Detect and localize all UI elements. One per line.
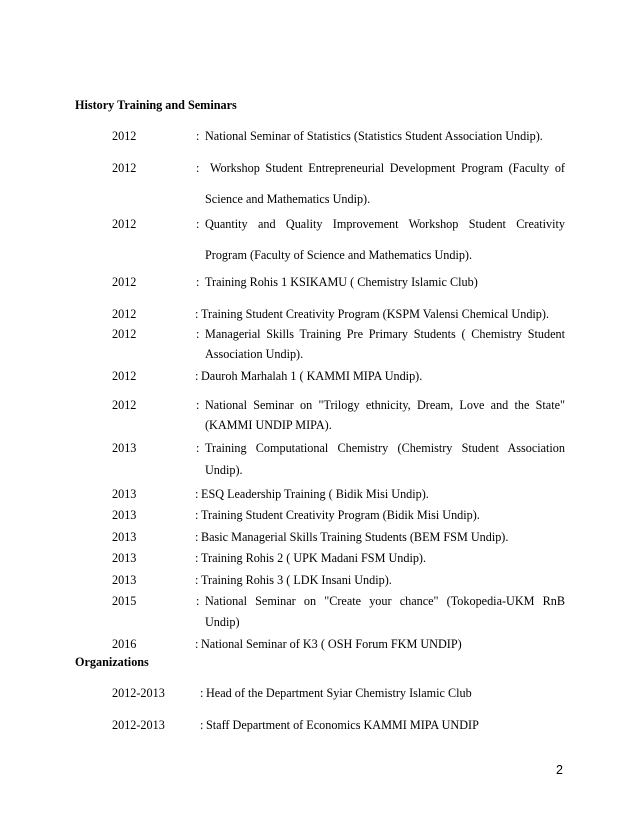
entry-description: ESQ Leadership Training ( Bidik Misi Undip).	[201, 487, 429, 501]
entry-description: Head of the Department Syiar Chemistry Islamic Club	[206, 686, 472, 700]
entry-description: National Seminar on "Trilogy ethnicity, Dream, Love and the State"	[205, 398, 565, 412]
entry-year: 2012-2013	[112, 718, 165, 732]
entry-year: 2013	[112, 573, 137, 587]
entry-separator: :	[196, 327, 200, 341]
entry-separator: :	[195, 530, 199, 544]
entry-separator: :	[196, 161, 200, 175]
entry-separator: :	[195, 369, 199, 383]
entry-description: Training Rohis 3 ( LDK Insani Undip).	[201, 573, 392, 587]
entry-year: 2013	[112, 508, 137, 522]
entry-description: Training Student Creativity Program (KSPM Valensi Chemical Undip).	[201, 307, 550, 321]
entry-separator: :	[196, 129, 200, 143]
entry-year: 2013	[112, 551, 137, 565]
entry-separator: :	[195, 487, 199, 501]
entry-description: National Seminar on "Create your chance" (Tokopedia-UKM RnB	[205, 594, 565, 608]
entry-separator: :	[196, 441, 200, 455]
entry-description-continued: (KAMMI UNDIP MIPA).	[205, 418, 332, 432]
entry-separator: :	[196, 217, 200, 231]
entry-description: Managerial Skills Training Pre Primary Students ( Chemistry Student	[205, 327, 565, 341]
entry-description-continued: Undip)	[205, 615, 240, 629]
entry-separator: :	[200, 718, 204, 732]
entry-year: 2012	[112, 327, 137, 341]
entry-separator: :	[195, 307, 199, 321]
entry-description: Dauroh Marhalah 1 ( KAMMI MIPA Undip).	[201, 369, 423, 383]
entry-separator: :	[196, 275, 200, 289]
entry-year: 2013	[112, 487, 137, 501]
entry-description: Quantity and Quality Improvement Workshop Student Creativity	[205, 217, 565, 231]
entry-separator: :	[195, 573, 199, 587]
entry-year: 2015	[112, 594, 137, 608]
entry-description-continued: Undip).	[205, 463, 243, 477]
entry-year: 2012	[112, 369, 137, 383]
entry-description: National Seminar of K3 ( OSH Forum FKM UNDIP)	[201, 637, 462, 651]
section-heading-organizations: Organizations	[75, 655, 149, 669]
entry-separator: :	[195, 508, 199, 522]
entry-description: National Seminar of Statistics (Statistics Student Association Undip).	[205, 129, 543, 143]
entry-description-continued: Association Undip).	[205, 347, 304, 361]
entry-description: Training Rohis 2 ( UPK Madani FSM Undip).	[201, 551, 427, 565]
entry-description: Basic Managerial Skills Training Students (BEM FSM Undip).	[201, 530, 509, 544]
entry-description-continued: Program (Faculty of Science and Mathematics Undip).	[205, 248, 473, 262]
section-heading-training: History Training and Seminars	[75, 98, 237, 112]
entry-separator: :	[200, 686, 204, 700]
entry-description: Workshop Student Entrepreneurial Development Program (Faculty of	[210, 161, 565, 175]
entry-description: Staff Department of Economics KAMMI MIPA UNDIP	[206, 718, 479, 732]
entry-year: 2012	[112, 307, 137, 321]
entry-year: 2013	[112, 441, 137, 455]
entry-year: 2012	[112, 129, 137, 143]
page-number: 2	[556, 763, 563, 777]
entry-year: 2012	[112, 398, 137, 412]
entry-description-continued: Science and Mathematics Undip).	[205, 192, 371, 206]
entry-year: 2012	[112, 161, 137, 175]
entry-separator: :	[195, 551, 199, 565]
entry-description: Training Rohis 1 KSIKAMU ( Chemistry Islamic Club)	[205, 275, 478, 289]
entry-separator: :	[196, 594, 200, 608]
entry-year: 2012	[112, 275, 137, 289]
entry-description: Training Computational Chemistry (Chemistry Student Association	[205, 441, 565, 455]
entry-separator: :	[196, 398, 200, 412]
entry-year: 2016	[112, 637, 137, 651]
entry-separator: :	[195, 637, 199, 651]
entry-year: 2012-2013	[112, 686, 165, 700]
entry-year: 2013	[112, 530, 137, 544]
entry-year: 2012	[112, 217, 137, 231]
entry-description: Training Student Creativity Program (Bidik Misi Undip).	[201, 508, 480, 522]
